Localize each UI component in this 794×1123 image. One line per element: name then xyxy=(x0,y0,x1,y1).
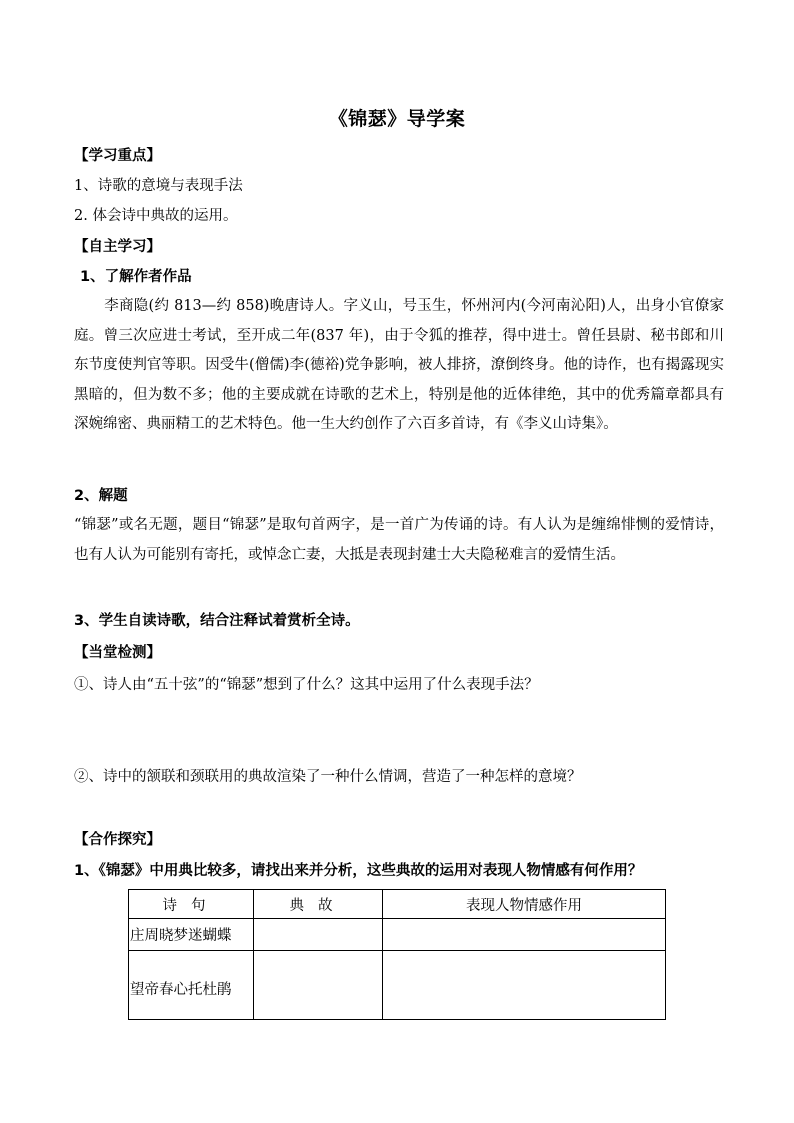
page-title: 《锦瑟》导学案 xyxy=(328,108,466,130)
section-reading-title: 3、学生自读诗歌，结合注释试着赏析全诗。 xyxy=(74,613,360,629)
class-check-heading: 【当堂检测】 xyxy=(74,645,161,661)
cooperation-heading: 【合作探究】 xyxy=(74,832,161,848)
section-explain-title: 2、解题 xyxy=(74,488,128,504)
self-study-heading: 【自主学习】 xyxy=(74,239,161,255)
key-points-heading: 【学习重点】 xyxy=(74,148,161,164)
header-poem-line: 诗句 xyxy=(129,890,254,919)
poem-line-cell: 庄周晓梦迷蝴蝶 xyxy=(129,919,254,951)
key-point-item: 2. 体会诗中典故的运用。 xyxy=(74,208,238,224)
check-question-2: ②、诗中的颔联和颈联用的典故渲染了一种什么情调，营造了一种怎样的意境？ xyxy=(74,769,582,785)
emotion-effect-cell[interactable] xyxy=(383,951,666,1020)
check-question-1: ①、诗人由“五十弦”的“锦瑟”想到了什么？这其中运用了什么表现手法？ xyxy=(74,677,539,693)
header-emotion-effect: 表现人物情感作用 xyxy=(383,890,666,919)
table-header-row xyxy=(129,890,666,919)
emotion-effect-cell[interactable] xyxy=(383,919,666,951)
allusion-table xyxy=(128,889,666,1020)
cooperation-question-1: 1、《锦瑟》中用典比较多，请找出来并分析，这些典故的运用对表现人物情感有何作用？ xyxy=(74,863,643,879)
author-paragraph-text: 李商隐(约 813—约 858)晚唐诗人。字义山，号玉生，怀州河内(今河南沁阳)人，出身小官僚家庭。曾三次应进士考试，至开成二年(837 年)，由于令狐的推荐，得中进士。曾任县尉、秘书郎和川东节度使判官等职。因受牛(僧儒)李(德裕)党争影响，被人排挤，潦倒终身。他的诗作，也有揭露现实黑暗的，但为数不多；他的主要成就在诗歌的艺术上，特别是他的近体律绝，其中的优秀篇章都具有深婉绵密、典丽精工的艺术特色。他一生大约创作了六百多首诗，有《李义山诗集》。 xyxy=(74,298,724,432)
allusion-cell[interactable] xyxy=(254,951,383,1020)
allusion-cell[interactable] xyxy=(254,919,383,951)
section-author-title: 1、了解作者作品 xyxy=(80,269,192,285)
table-row xyxy=(129,951,666,1020)
explain-paragraph: “锦瑟”或名无题，题目“锦瑟”是取句首两字，是一首广为传诵的诗。有人认为是缠绵悱恻的爱情诗，也有人认为可能别有寄托，或悼念亡妻，大抵是表现封建士大夫隐秘难言的爱情生活。 xyxy=(74,517,724,563)
author-paragraph xyxy=(74,292,724,440)
table-row xyxy=(129,919,666,951)
header-allusion: 典故 xyxy=(254,890,383,919)
poem-line-cell: 望帝春心托杜鹃 xyxy=(129,951,254,1020)
key-point-item: 1、诗歌的意境与表现手法 xyxy=(74,178,243,194)
